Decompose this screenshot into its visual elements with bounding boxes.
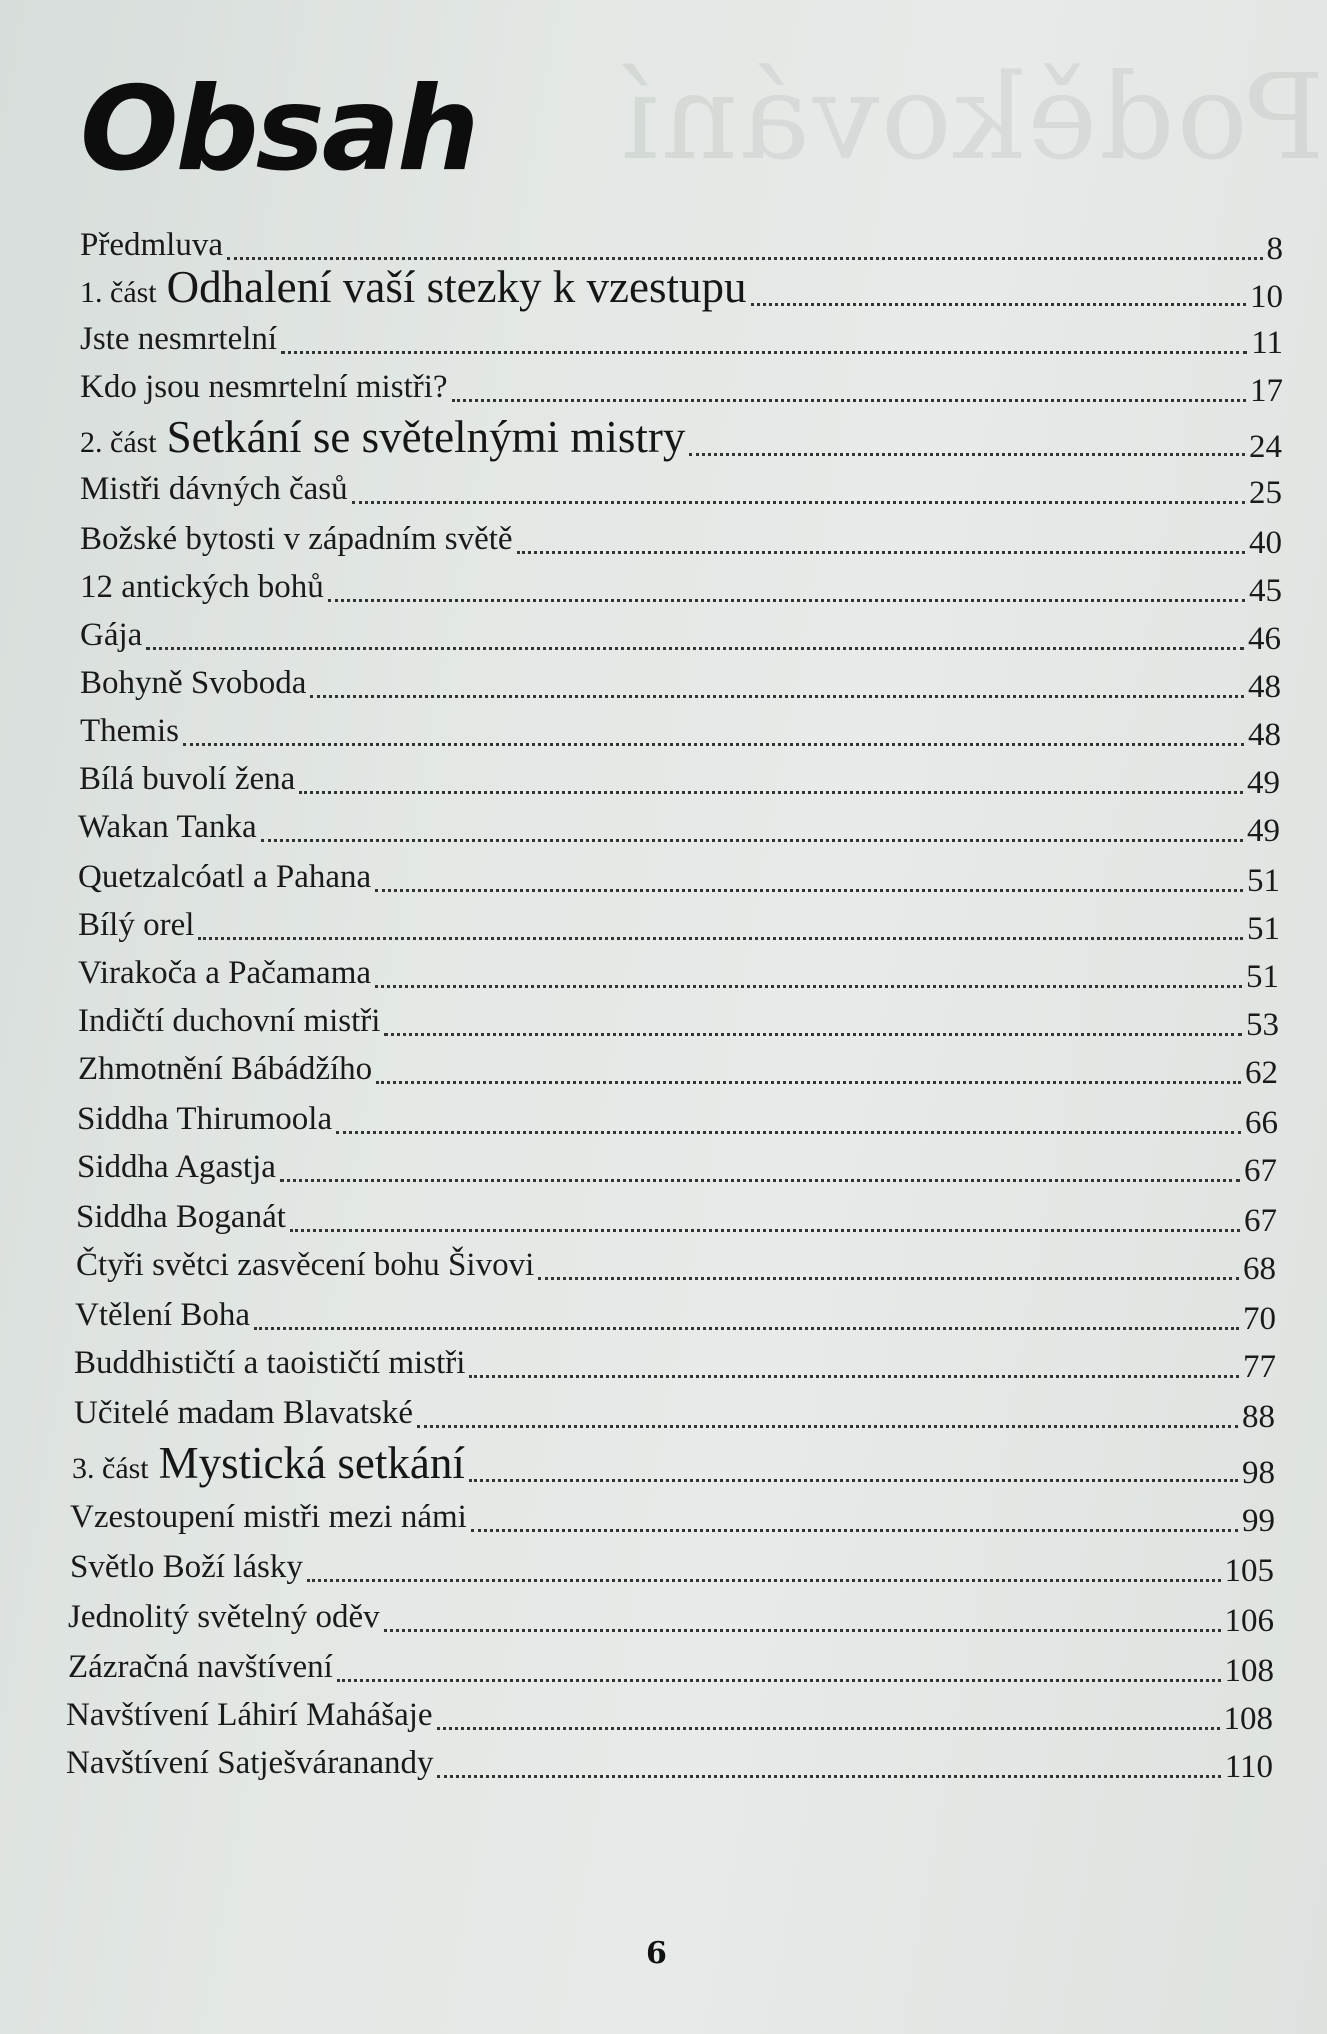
toc-page-number: 24 <box>1249 429 1282 465</box>
toc-entry-label: Čtyři světci zasvěcení bohu Šivovi <box>76 1247 535 1283</box>
toc-page-number: 11 <box>1251 325 1283 361</box>
toc-entry-label: Jste nesmrtelní <box>80 321 278 357</box>
toc-row <box>78 794 1280 850</box>
toc-page-number: 46 <box>1248 621 1281 657</box>
toc-part-prefix: 2. část <box>80 426 157 459</box>
toc-entry-label: Učitelé madam Blavatské <box>74 1395 414 1431</box>
dot-leader <box>384 1629 1221 1632</box>
toc-page-number: 108 <box>1223 1701 1273 1737</box>
toc-page-number: 99 <box>1242 1503 1275 1539</box>
toc-page-number: 106 <box>1224 1603 1274 1639</box>
toc-page-number: 70 <box>1243 1301 1276 1337</box>
toc-row <box>74 1330 1276 1386</box>
toc-entry-label: Předmluva <box>80 227 223 263</box>
toc-page-number: 67 <box>1244 1203 1277 1239</box>
toc-row <box>74 1380 1275 1436</box>
toc-entry-label: Bílý orel <box>78 907 195 943</box>
toc-entry-label: Světlo Boží lásky <box>70 1549 303 1585</box>
toc-entry-label: Siddha Thirumoola <box>77 1101 333 1137</box>
toc-page-number: 53 <box>1246 1007 1279 1043</box>
toc-entry-label: Bílá buvolí žena <box>79 761 296 797</box>
toc-entry-label: Zhmotnění Bábádžího <box>78 1051 373 1087</box>
toc-row <box>80 354 1283 410</box>
toc-entry-label: Božské bytosti v západním světě <box>80 521 513 557</box>
toc-part-prefix: 3. část <box>72 1452 149 1485</box>
dot-leader <box>471 1529 1238 1532</box>
toc-page-number: 25 <box>1249 475 1282 511</box>
toc-part-heading: Mystická setkání <box>158 1438 465 1488</box>
toc-page-number: 68 <box>1243 1251 1276 1287</box>
dot-leader <box>376 1081 1241 1084</box>
toc-page-number: 98 <box>1242 1455 1275 1491</box>
toc-page-number: 48 <box>1248 717 1281 753</box>
dot-leader <box>307 1579 1221 1582</box>
toc-page-number: 51 <box>1247 911 1280 947</box>
toc-page-number: 49 <box>1247 813 1280 849</box>
dot-leader <box>452 399 1246 402</box>
toc-part-row <box>72 1434 1275 1490</box>
toc-entry-label: Indičtí duchovní mistři <box>78 1003 381 1039</box>
dot-leader <box>417 1425 1238 1428</box>
toc-page-number: 8 <box>1266 231 1283 267</box>
toc-entry-label: Siddha Boganát <box>76 1199 286 1235</box>
toc-page-number: 51 <box>1246 959 1279 995</box>
toc-entry-label: Bohyně Svoboda <box>80 665 307 701</box>
page-title: Obsah <box>80 62 477 197</box>
toc-row <box>80 456 1282 512</box>
toc-entry-label: 12 antických bohů <box>80 569 324 605</box>
toc-page-number: 45 <box>1249 573 1282 609</box>
toc-entry-label: Virakoča a Pačamama <box>78 955 372 991</box>
toc-row <box>77 1134 1277 1190</box>
toc-page-number: 62 <box>1245 1055 1278 1091</box>
toc-entry-label: Navštívení Láhirí Mahášaje <box>66 1697 433 1733</box>
toc-page-number: 105 <box>1224 1553 1274 1589</box>
toc-part-heading: Odhalení vaší stezky k vzestupu <box>166 262 747 312</box>
toc-entry-label: Navštívení Satješváranandy <box>66 1745 434 1781</box>
toc-row <box>70 1534 1274 1590</box>
toc-entry-label: Wakan Tanka <box>78 809 257 845</box>
toc-part-heading: Setkání se světelnými mistry <box>166 412 686 462</box>
toc-page-number: 108 <box>1224 1653 1274 1689</box>
dot-leader <box>437 1775 1220 1778</box>
toc-page-number: 110 <box>1224 1749 1273 1785</box>
dot-leader <box>261 839 1243 842</box>
toc-row <box>70 1484 1275 1540</box>
toc-row <box>76 1232 1276 1288</box>
dot-leader <box>469 1479 1238 1482</box>
toc-page-number: 67 <box>1244 1153 1277 1189</box>
bleed-through-text: Poděkování <box>620 48 1325 186</box>
dot-leader <box>280 1179 1240 1182</box>
toc-entry-label: Mistři dávných časů <box>80 471 348 507</box>
toc-entry-label: Vtělení Boha <box>75 1297 251 1333</box>
dot-leader <box>538 1277 1239 1280</box>
toc-part-prefix: 1. část <box>80 276 157 309</box>
dot-leader <box>352 501 1245 504</box>
toc-entry-label: Themis <box>80 713 179 749</box>
toc-entry-label: Buddhističtí a taoističtí mistři <box>74 1345 466 1381</box>
toc-entry-label: Siddha Agastja <box>77 1149 276 1185</box>
toc-page-number: 49 <box>1247 765 1280 801</box>
toc-entry-label: Gája <box>80 617 143 653</box>
toc-page-number: 17 <box>1250 373 1283 409</box>
toc-page-number: 48 <box>1248 669 1281 705</box>
dot-leader <box>469 1375 1239 1378</box>
toc-row <box>78 1036 1278 1092</box>
page-number: 6 <box>646 1936 667 1971</box>
toc-page-number: 51 <box>1247 863 1280 899</box>
toc-entry-label: Quetzalcóatl a Pahana <box>78 859 372 895</box>
toc-page-number: 40 <box>1249 525 1282 561</box>
toc-page-number: 10 <box>1250 279 1283 315</box>
toc-entry-label: Vzestoupení mistři mezi námi <box>70 1499 467 1535</box>
toc-page-number: 88 <box>1242 1399 1275 1435</box>
toc-row <box>68 1584 1274 1640</box>
toc-page-number: 77 <box>1243 1349 1276 1385</box>
toc-page-number: 66 <box>1245 1105 1278 1141</box>
toc-entry-label: Kdo jsou nesmrtelní mistři? <box>80 369 448 405</box>
toc-row <box>66 1730 1273 1786</box>
toc-entry-label: Jednolitý světelný oděv <box>68 1599 380 1635</box>
toc-entry-label: Zázračná navštívení <box>68 1649 333 1685</box>
